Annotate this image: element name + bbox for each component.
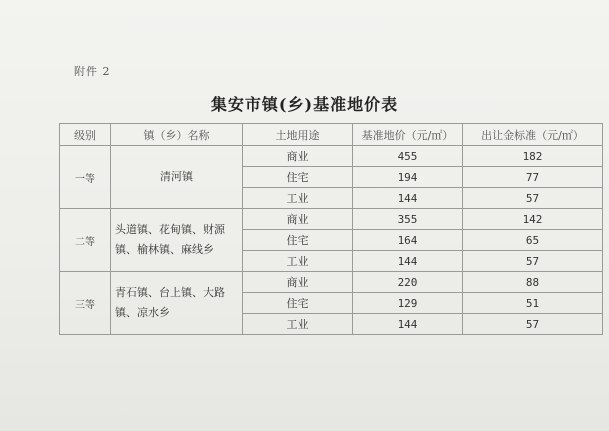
land-use-cell: 商业 xyxy=(243,209,353,230)
header-grade: 级别 xyxy=(60,124,111,146)
table-row xyxy=(60,272,603,293)
land-price-table xyxy=(59,123,603,335)
header-land-use: 土地用途 xyxy=(243,124,353,146)
land-use-cell: 商业 xyxy=(243,272,353,293)
header-base-price: 基准地价（元/㎡） xyxy=(353,124,463,146)
page-title: 集安市镇(乡)基准地价表 xyxy=(210,95,399,114)
base-price-cell: 144 xyxy=(353,314,463,335)
header-transfer-fee: 出让金标准（元/㎡） xyxy=(463,124,603,146)
base-price-cell: 455 xyxy=(353,146,463,167)
transfer-fee-cell: 65 xyxy=(463,230,603,251)
grade-cell: 一等 xyxy=(60,146,111,209)
base-price-cell: 220 xyxy=(353,272,463,293)
land-use-cell: 商业 xyxy=(243,146,353,167)
land-use-cell: 工业 xyxy=(243,251,353,272)
base-price-cell: 144 xyxy=(353,251,463,272)
grade-cell: 二等 xyxy=(60,209,111,272)
base-price-cell: 164 xyxy=(353,230,463,251)
table-header-row xyxy=(60,124,603,146)
land-use-cell: 住宅 xyxy=(243,293,353,314)
transfer-fee-cell: 182 xyxy=(463,146,603,167)
attachment-label: 附件 2 xyxy=(74,65,111,78)
grade-cell: 三等 xyxy=(60,272,111,335)
transfer-fee-cell: 57 xyxy=(463,188,603,209)
base-price-cell: 194 xyxy=(353,167,463,188)
transfer-fee-cell: 57 xyxy=(463,314,603,335)
header-town: 镇（乡）名称 xyxy=(111,124,243,146)
town-cell: 青石镇、台上镇、大路镇、凉水乡 xyxy=(111,272,243,335)
land-use-cell: 工业 xyxy=(243,314,353,335)
transfer-fee-cell: 57 xyxy=(463,251,603,272)
transfer-fee-cell: 88 xyxy=(463,272,603,293)
table-row xyxy=(60,146,603,167)
base-price-cell: 355 xyxy=(353,209,463,230)
transfer-fee-cell: 77 xyxy=(463,167,603,188)
town-cell: 头道镇、花甸镇、财源镇、榆林镇、麻线乡 xyxy=(111,209,243,272)
transfer-fee-cell: 51 xyxy=(463,293,603,314)
land-use-cell: 住宅 xyxy=(243,167,353,188)
base-price-cell: 129 xyxy=(353,293,463,314)
table-row xyxy=(60,209,603,230)
land-use-cell: 住宅 xyxy=(243,230,353,251)
transfer-fee-cell: 142 xyxy=(463,209,603,230)
land-use-cell: 工业 xyxy=(243,188,353,209)
base-price-cell: 144 xyxy=(353,188,463,209)
town-cell: 清河镇 xyxy=(111,146,243,209)
